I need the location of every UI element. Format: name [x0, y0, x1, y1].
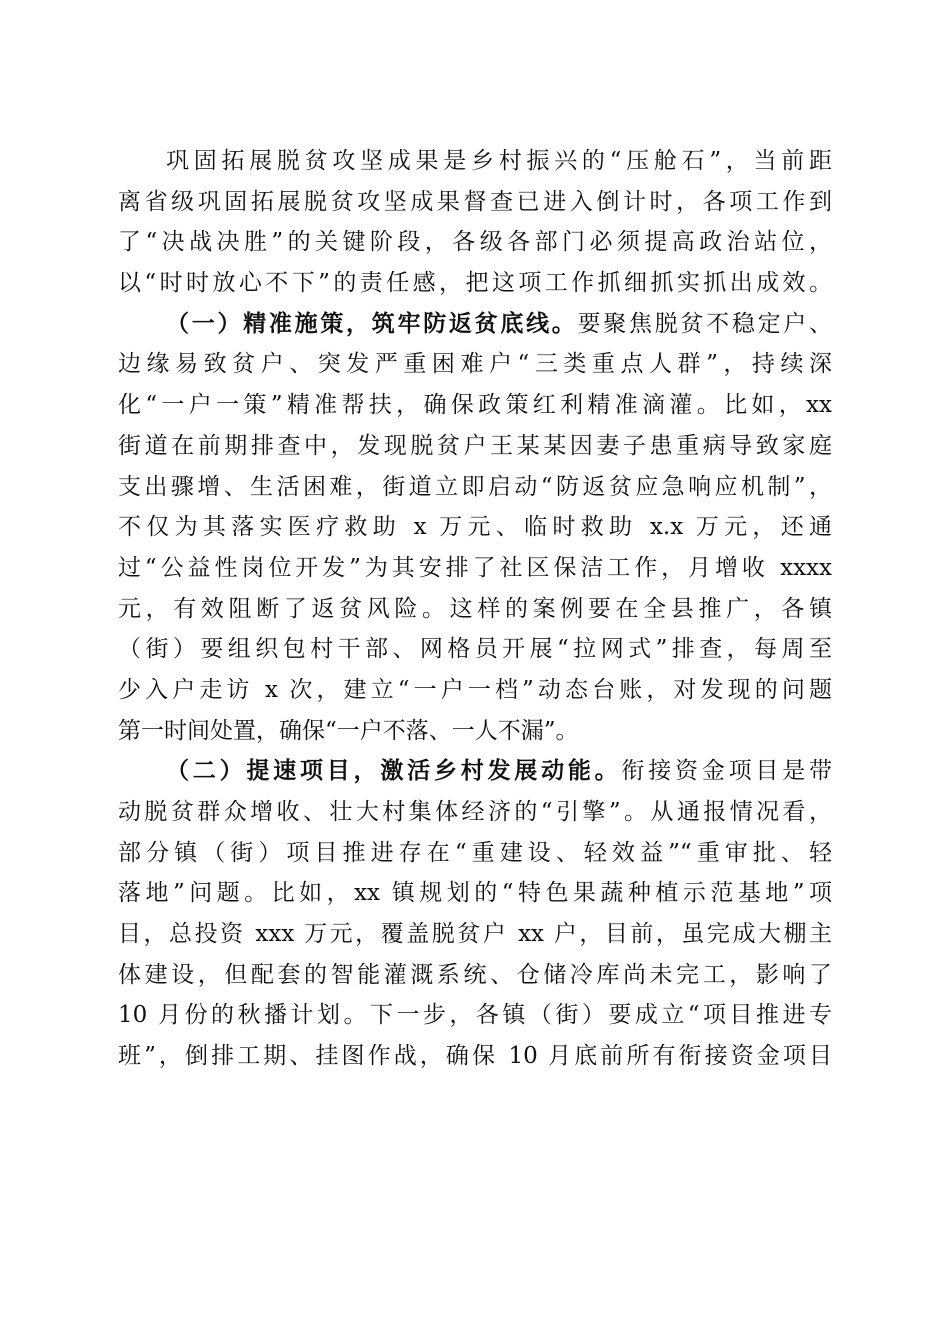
section-2-line: 部分镇（街）项目推进存在“重建设、轻效益”“重审批、轻: [118, 839, 832, 866]
section-1-line: 街道在前期排查中，发现脱贫户王某某因妻子患重病导致家庭: [118, 432, 832, 459]
intro-line: 以“时时放心不下”的责任感，把这项工作抓细抓实抓出成效。: [118, 270, 832, 297]
section-1-line: 元，有效阻断了返贫风险。这样的案例要在全县推广，各镇: [118, 595, 832, 622]
section-2-line: 动脱贫群众增收、壮大村集体经济的“引擎”。从通报情况看，: [118, 799, 832, 825]
section-1-first-line: [118, 304, 832, 345]
section-1-heading: （一）精准施策，筑牢防返贫底线。: [166, 309, 578, 337]
document-body: [118, 141, 832, 1077]
section-1-first-line-text: 要聚焦脱贫不稳定户、: [577, 310, 833, 337]
section-1-line: 少入户走访 x 次，建立“一户一档”动态台账，对发现的问题: [118, 676, 832, 703]
section-2-line: 10 月份的秋播计划。下一步，各镇（街）要成立“项目推进专: [118, 1002, 832, 1029]
section-2-heading: （二）提速项目，激活乡村发展动能。: [166, 757, 622, 785]
section-2-line: 落地”问题。比如，xx 镇规划的“特色果蔬种植示范基地”项: [118, 880, 832, 907]
section-1-line: 边缘易致贫户、突发严重困难户“三类重点人群”，持续深: [118, 351, 832, 378]
section-1-line: 化“一户一策”精准帮扶，确保政策红利精准滴灌。比如，xx: [118, 392, 832, 419]
section-2-line: 体建设，但配套的智能灌溉系统、仓储冷库尚未完工，影响了: [118, 961, 832, 988]
section-2-first-line: [118, 751, 832, 792]
section-1-line: 不仅为其落实医疗救助 x 万元、临时救助 x.x 万元，还通: [118, 514, 832, 541]
section-1-line: 支出骤增、生活困难，街道立即启动“防返贫应急响应机制”，: [118, 473, 832, 500]
section-2-line: 班”，倒排工期、挂图作战，确保 10 月底前所有衔接资金项目: [118, 1043, 832, 1070]
intro-line: 巩固拓展脱贫攻坚成果是乡村振兴的“压舱石”，当前距: [166, 148, 832, 174]
intro-line: 离省级巩固拓展脱贫攻坚成果督查已进入倒计时，各项工作到: [118, 188, 832, 215]
section-2-first-line-text: 衔接资金项目是带: [621, 758, 833, 785]
section-1-line: 过“公益性岗位开发”为其安排了社区保洁工作，月增收 xxxx: [118, 554, 832, 581]
section-1-line: （街）要组织包村干部、网格员开展“拉网式”排查，每周至: [118, 636, 832, 663]
section-1-line: 第一时间处置，确保“一户不落、一人不漏”。: [118, 717, 579, 744]
section-2-line: 目，总投资 xxx 万元，覆盖脱贫户 xx 户，目前，虽完成大棚主: [118, 921, 832, 948]
intro-line: 了“决战决胜”的关键阶段，各级各部门必须提高政治站位，: [118, 229, 832, 256]
